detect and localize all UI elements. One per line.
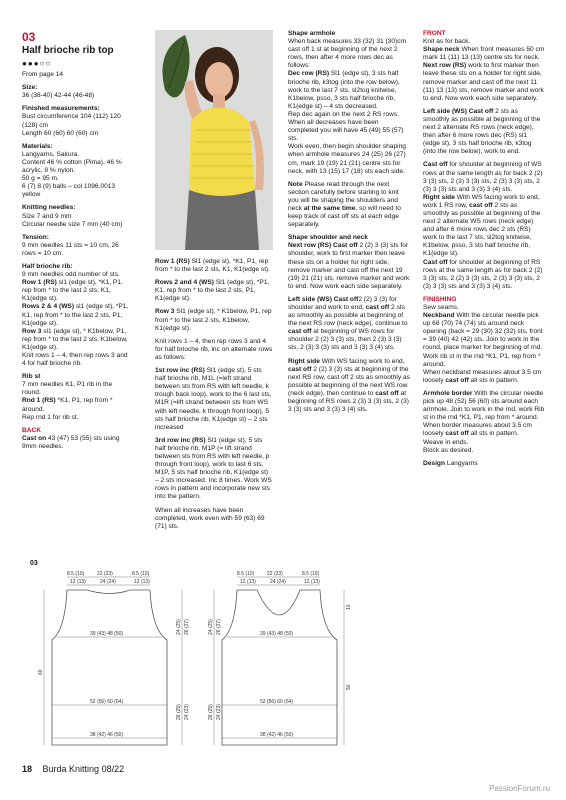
difficulty-dot-filled-icon: ● <box>27 59 34 68</box>
brioche-row1: Row 1 (RS) sl1 (edge st), *K1, P1, rep from * to the last 2 sts, K1, K1(edge st). <box>22 279 123 303</box>
weave: Weave in ends. <box>423 438 469 446</box>
back-top-right: 8.5 (10) <box>132 571 150 577</box>
tension-heading: Tension: <box>22 233 49 241</box>
rep-dec: Rep dec again on the next 2 RS rows. <box>288 110 400 118</box>
difficulty-dot-empty-icon: ○ <box>39 59 46 68</box>
brioche-row24: Rows 2 & 4 (WS) sl1 (edge st), *P1, K1, rep from * to the last 2 sts, P1, K1(edge st). <box>22 303 129 327</box>
front-schematic <box>208 571 352 745</box>
model-photo <box>155 30 273 250</box>
finishing-text: Sew seams. <box>423 304 459 311</box>
front-side-v: 26 (25) <box>208 704 214 720</box>
front-right-side: Right side With WS facing work to end, work 1 RS row, cast off 2 sts as smoothly as possible at beginning of the next 2 alternate WS rows (neck edge) and after 6 more rows dec 2 sts (RS) work to the last 7 sts, sl2tog knitwise, K1below, psso, 3 sts half brioche rib, K1(edge st). <box>423 193 541 258</box>
back-chest: 39 (43) 48 (50) <box>90 631 124 637</box>
back-schematic <box>38 571 190 745</box>
back-side-v: 26 (25) <box>176 704 182 720</box>
front-armhole-v2: 26 (27) <box>216 619 222 635</box>
size-text: 36 (38-40) 42-44 (46-48) <box>22 92 95 100</box>
pattern-title: Half brioche rib top <box>22 45 114 56</box>
left-side: Left side (WS) Cast off2 (2) 3 (3) for shoulder and work to end, cast off 2 sts as smoothly as possible at beginning of the next RS row (neck edge), continue to cast off at beginning of WS rows for shoulder 2 (2) 3 (3) sts, then 2 (3) 3 (3) sts, 2 (3) 3 (3) sts and 3 (3) 3 (4) sts. <box>288 295 408 352</box>
front-side-v2: 24 (23) <box>216 704 222 720</box>
issue: 08/22 <box>101 764 125 774</box>
front-sub-mid: 24 (24) <box>270 579 286 585</box>
needles-heading: Knitting needles: <box>22 204 76 212</box>
c2-row1: Row 1 (RS) Sl1 (edge st), *K1, P1, rep from * to the last 2 sts, K1, K1(edge st). <box>155 258 271 274</box>
front-heading: FRONT <box>423 30 446 37</box>
block: Block as desired. <box>423 446 474 454</box>
armhole-heading: Shape armhole <box>288 30 336 37</box>
watermark: PassionForum.ru <box>489 784 550 793</box>
back-side-v2: 24 (23) <box>184 704 190 720</box>
difficulty-dot-filled-icon: ● <box>33 59 40 68</box>
column-4 <box>423 30 545 473</box>
difficulty-rating <box>22 60 130 68</box>
materials-heading: Materials: <box>22 142 53 150</box>
shoulder-heading: Shape shoulder and neck <box>288 234 368 242</box>
dec-row: Dec row (RS) Sl1 (edge st), 3 sts half brioche rib, k3tog (into the row below), work to the last 7 sts, sl2tog knitwise, K1below, psso, 3 sts half brioche rib, K1(edge st) – 4 sts decreased. <box>288 70 400 110</box>
front-castoff2: Cast off for shoulder at beginning of RS rows at the same length as for back 2 (2) 3 (3) sts, 2 (2) 3 (3) sts, 2 (3) 3 (3) sts, 2 (3) 3 (3) sts and 3 (3) 3 (4) sts. <box>423 258 543 290</box>
brioche-row3: Row 3 sl1 (edge st), * K1below, P1, rep from * to the last 2 sts, K1below, K1(edge st). <box>22 327 128 351</box>
brioche-intro: 9 mm needles odd number of sts. <box>22 271 120 279</box>
c2-inc1: 1st row inc (RS) Sl1 (edge st), 5 sts half brioche rib, M1L (=left strand between sts from RS with left needle, k trough back loop), work to the 6 last sts, M1R (=lift strand between sts from WS with left needle, k through front loop), 5 sts half brioche rib, K1(edge st) – 2 sts increased <box>155 367 272 431</box>
work-even: Work even, then begin shoulder shaping when armhole measures 24 (25) 26 (27) cm, mark 19 (19) 21 (21) centre sts for neck, with 13 (15) 17 (18) sts each side. <box>288 143 406 175</box>
right-side: Right side With WS facing work to end, cast off 2 (2) 3 (3) sts at beginning of the next RS row, cast off 2 sts as smoothly as possible at beginning of the next WS row (neck edge), then continue to cast off at beginning of RS rows 2 (3) 3 (3) sts, 2 (3) 3 (3) sts and 3 (3) 3 (4) sts. <box>288 357 410 414</box>
front-neck-v: 10 <box>346 604 352 610</box>
c2-knit-rows: Knit rows 1 – 4, then rep rows 3 and 4 for half brioche rib, inc on alternate rows as follows: <box>155 337 273 361</box>
materials-text: Langyarns, Sakura. Content 46 % cotton (Pima), 46 % acrylic, 8 % nylon. 50 g = 95 m. 6 (7) 8 (9) balls – col 1096.0013 yellow <box>22 150 122 199</box>
back-top-mid: 22 (23) <box>97 571 113 577</box>
front-hem: 38 (42) 46 (50) <box>260 732 294 738</box>
column-1 <box>22 30 130 456</box>
front-chest: 39 (43) 48 (50) <box>260 631 294 637</box>
front-sub-right: 12 (13) <box>304 579 320 585</box>
back-heading: BACK <box>22 426 42 434</box>
difficulty-dot-empty-icon: ○ <box>45 59 52 68</box>
front-top-mid: 22 (23) <box>267 571 283 577</box>
c2-inc3: 3rd row inc (RS) Sl1 (edge st), 5 sts half brioche rib, M1P (= lift strand between sts from RS with left needle, p through front loop), work to last 6 sts, M1P, 5 sts half brioche rib, K1(edge st) – 2 sts increased. Inc 8 times. Work WS rows in pattern and incorporate new sts into the pattern. <box>155 436 272 501</box>
size-heading: Size: <box>22 84 38 92</box>
front-left-side: Left side (WS) Cast off 2 sts as smoothly as possible at beginning of the next 2 alternate RS rows (neck edge), then after 6 more rows dec (RS) sl1 (edge st), 3 sts half brioche rib, k3tog (into the row below), work to end. <box>423 107 541 156</box>
page-number: 18 <box>22 764 33 774</box>
from-page: From page 14 <box>22 71 64 79</box>
note: Note Please read through the next section carefully before starting to knit you will be shaping the shoulders and neck at the same time, so will need to keep track of cast off sts at each edge separately. <box>288 180 401 229</box>
c2-when-inc: When all increases have been completed, work even with 59 (63) 69 (71) sts. <box>155 506 265 530</box>
brioche-heading: Half brioche rib: <box>22 262 73 270</box>
pattern-number: 03 <box>22 30 36 44</box>
diagram-number: 03 <box>30 560 38 567</box>
needles-text: Size 7 and 9 mm Circular needle size 7 mm (40 cm) <box>22 212 123 228</box>
finishing-heading: FINISHING <box>423 295 457 303</box>
column-2 <box>155 258 273 536</box>
armhole-border: Armhole border With the circular needle pick up 48 (52) 56 (60) sts around each armhole. Join to work in the rnd, work Rib st in the rnd *K1, P1, rep from * around. <box>423 389 545 422</box>
design: Design Langyarns <box>423 459 478 467</box>
front-next-row: Next row (RS) work to first marker then leave these sts on a holder for right side, remove marker and cast off the next 11 (11) 13 (13) sts, remove marker and work to end. Now work each side separately. <box>423 62 544 102</box>
front-length: 50 <box>346 684 352 690</box>
column-3 <box>288 30 410 419</box>
back-armhole-v2: 26 (27) <box>184 619 190 635</box>
tension-text: 9 mm needles 11 sts = 10 cm, 26 rows = 10 cm. <box>22 241 119 257</box>
front-top-right: 8.5 (10) <box>302 571 320 577</box>
front-armhole-v: 24 (25) <box>208 619 214 635</box>
front-text: Knit as for back. <box>423 38 471 46</box>
front-sub-left: 12 (13) <box>240 579 256 585</box>
magazine-name: Burda Knitting <box>42 764 100 774</box>
front-top-left: 8.5 (10) <box>237 571 255 577</box>
back-armhole-v: 24 (25) <box>176 619 182 635</box>
back-top-left: 8.5 (10) <box>67 571 85 577</box>
shape-neck: Shape neck When front measures 50 cm mark 11 (11) 13 (13) centre sts for neck. <box>423 46 545 62</box>
back-text: Cast on 43 (47) 53 (55) sts using 9mm needles. <box>22 434 120 450</box>
neckband-2: When neckband measures about 3.5 cm loosely cast off all sts in pattern. <box>423 368 542 384</box>
neckband: Neckband With the circular needle pick up 68 (70) 74 (74) sts around neck opening (back = 29 (30) 32 (32) sts, front = 39 (40) 42 (42) sts. Join to work in the round, place marker for beginning of rnd. Work rib st in the rnd *K1, P1, rep from * around. <box>423 312 543 368</box>
ribst-text: 7 mm needles K1, P1 rib in the round. <box>22 381 113 397</box>
back-sub-mid: 24 (24) <box>100 579 116 585</box>
front-castoff: Cast off for shoulder at beginning of WS rows at the same length as for back 2 (2) 3 (3) sts, 2 (3) 3 (3) sts, 2 (3) 3 (3) sts, 2 (3) 3 (3) sts and 3 (3) 3 (4) sts. <box>423 161 543 193</box>
brioche-repeat: Knit rows 1 – 4, then rep rows 3 and 4 for half brioche rib. <box>22 352 128 368</box>
page-footer <box>22 764 124 774</box>
c2-row24: Rows 2 and 4 (WS) Sl1 (edge st), *P1, K1, rep from * to the last 2 sts, P1, K1(edge st). <box>155 279 270 303</box>
front-width: 52 (56) 60 (64) <box>260 699 294 705</box>
back-sub-right: 12 (13) <box>134 579 150 585</box>
armhole-text: When back measures 33 (32) 31 (30)cm cast off 1 st at beginning of the next 2 rows, then after 4 more rows dec as follows: <box>288 38 407 70</box>
finished-text: Bust circumference 104 (112) 120 (128) cm Length 60 (60) 60 (60) cm <box>22 113 121 137</box>
back-width: 52 (56) 60 (64) <box>90 699 124 705</box>
ribst-repeat: Rep rnd 1 for rib st. <box>22 413 79 421</box>
finished-heading: Finished measurements: <box>22 105 100 113</box>
when-dec: When all decreases have been completed you will have 45 (49) 55 (57) sts. <box>288 119 404 143</box>
difficulty-dot-filled-icon: ● <box>22 59 28 68</box>
ribst-rnd1: Rnd 1 (RS) *K1, P1, rep from * around. <box>22 397 113 413</box>
back-length: 60 <box>38 669 44 675</box>
armhole-border-2: When border measures about 3.5 cm loosely cast off all sts in pattern. <box>423 422 532 438</box>
c2-row3: Row 3 Sl1 (edge st), * K1below, P1, rep from * to the last 2 sts, K1below, K1(edge st). <box>155 308 272 332</box>
back-sub-left: 12 (13) <box>70 579 86 585</box>
schematic-diagram <box>22 565 402 750</box>
model-illustration <box>155 30 273 250</box>
shoulder-next-row: Next row (RS) Cast off 2 (2) 3 (3) sts for shoulder, work to first marker then leave these sts on a holder for right side, remove marker and cast off the next 19 (19) 21 (21) sts, remove marker and work to end. Now work each side separately. <box>288 242 410 290</box>
back-hem: 38 (42) 46 (50) <box>90 732 124 738</box>
ribst-heading: Rib st <box>22 373 41 381</box>
